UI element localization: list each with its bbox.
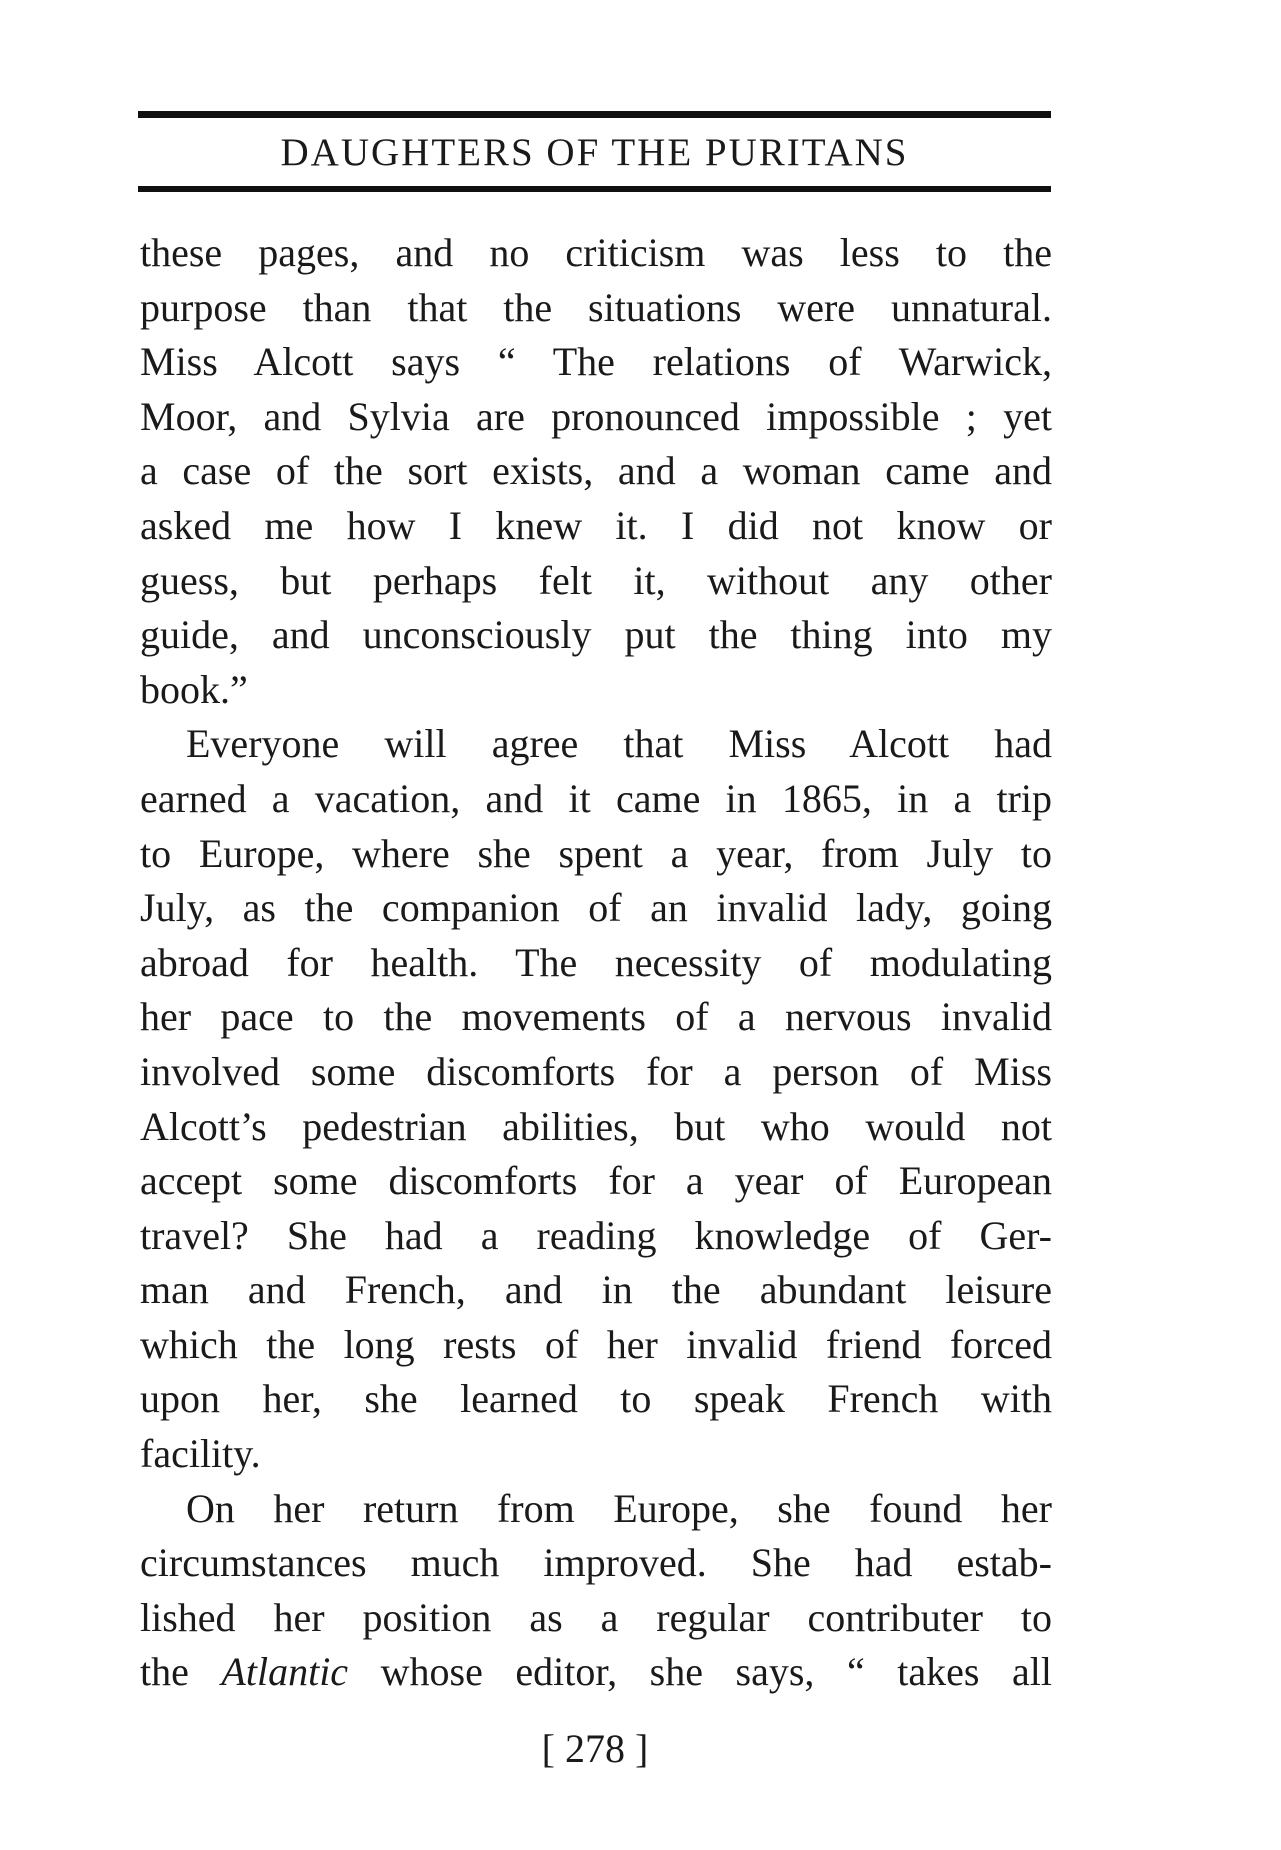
text-line: book.” [140,666,248,712]
text-line: Everyone will agree that Miss Alcott had [186,721,1052,767]
text-line-final [140,1645,1052,1700]
page-number: [ 278 ] [541,1726,649,1771]
text-line: a case of the sort exists, and a woman came and [140,448,1052,494]
text-line: guess, but perhaps felt it, without any other [140,557,1052,603]
body-text [140,226,1052,1700]
text-fragment: the [140,1649,222,1695]
text-line: abroad for health. The necessity of modulating [140,939,1052,985]
text-line: her pace to the movements of a nervous invalid [140,994,1052,1040]
text-line: On her return from Europe, she found her [186,1485,1052,1531]
text-line: Alcott’s pedestrian abilities, but who would not [140,1103,1052,1149]
text-line: to Europe, where she spent a year, from July to [140,830,1052,876]
text-line: involved some discomforts for a person of Miss [140,1048,1052,1094]
text-line: circumstances much improved. She had estab- [140,1540,1052,1586]
text-line: Miss Alcott says “ The relations of Warwick, [140,339,1052,385]
text-line: July, as the companion of an invalid lady, going [140,885,1052,931]
text-line: upon her, she learned to speak French with [140,1376,1052,1422]
text-line: purpose than that the situations were unnatural. [140,284,1052,330]
header-rule-bottom [138,186,1051,192]
text-line: guide, and unconsciously put the thing into my [140,612,1052,658]
text-line: Moor, and Sylvia are pronounced impossible ; yet [140,393,1052,439]
text-line: these pages, and no criticism was less to the [140,230,1052,275]
text-line: lished her position as a regular contributer to [140,1594,1052,1640]
text-fragment: whose editor, she says, “ takes all [348,1649,1052,1695]
text-line: travel? She had a reading knowledge of Ger- [140,1212,1052,1258]
text-line: facility. [140,1431,261,1477]
text-line: earned a vacation, and it came in 1865, in a trip [140,775,1052,821]
running-head: DAUGHTERS OF THE PURITANS [280,131,909,174]
text-line: accept some discomforts for a year of European [140,1158,1052,1204]
text-line: which the long rests of her invalid friend forced [140,1321,1052,1367]
text-line: man and French, and in the abundant leisure [140,1267,1052,1313]
journal-title: Atlantic [221,1649,349,1695]
text-line: asked me how I knew it. I did not know or [140,502,1052,548]
header-rule-top [138,111,1051,118]
